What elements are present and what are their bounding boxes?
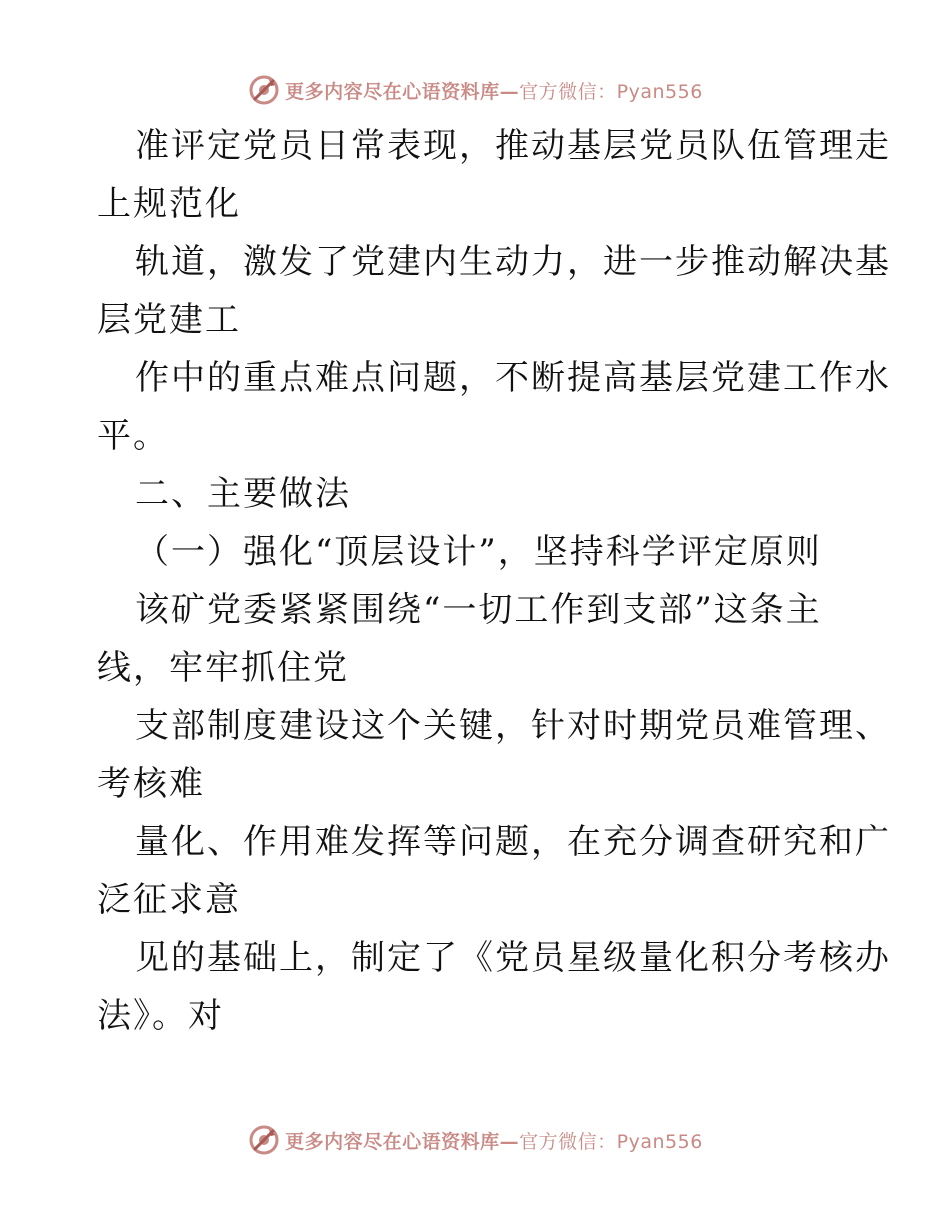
watermark-text: 更多内容尽在心语资料库—官方微信：Pyan556 <box>285 1130 703 1153</box>
paragraph-line: 层党建工 <box>97 300 241 340</box>
paragraph-line: 准评定党员日常表现，推动基层党员队伍管理走 <box>135 126 891 166</box>
subsection-heading: （一）强化“顶层设计”，坚持科学评定原则 <box>135 532 822 572</box>
paragraph-line: 见的基础上，制定了《党员星级量化积分考核办 <box>135 938 891 978</box>
paragraph-line: 轨道，激发了党建内生动力，进一步推动解决基 <box>135 242 891 282</box>
paragraph-line: 量化、作用难发挥等问题，在充分调查研究和广 <box>135 822 891 862</box>
paragraph-line: 线，牢牢抓住党 <box>97 648 349 688</box>
header-watermark <box>0 70 950 110</box>
paragraph-line: 上规范化 <box>97 184 241 224</box>
footer-watermark <box>0 1120 950 1160</box>
watermark-text: 更多内容尽在心语资料库—官方微信：Pyan556 <box>285 80 703 103</box>
paragraph-line: 该矿党委紧紧围绕“一切工作到支部”这条主 <box>135 590 822 630</box>
document-body <box>97 117 891 1045</box>
paragraph-line: 法》。对 <box>97 996 224 1036</box>
paragraph-line: 支部制度建设这个关键，针对时期党员难管理、 <box>135 706 891 746</box>
paragraph-line: 平。 <box>97 416 169 456</box>
paragraph-line: 考核难 <box>97 764 205 804</box>
section-heading: 二、主要做法 <box>135 474 351 514</box>
logo-seal-icon <box>247 1123 281 1157</box>
logo-seal-icon <box>247 73 281 107</box>
paragraph-line: 作中的重点难点问题，不断提高基层党建工作水 <box>135 358 891 398</box>
paragraph-line: 泛征求意 <box>97 880 241 920</box>
